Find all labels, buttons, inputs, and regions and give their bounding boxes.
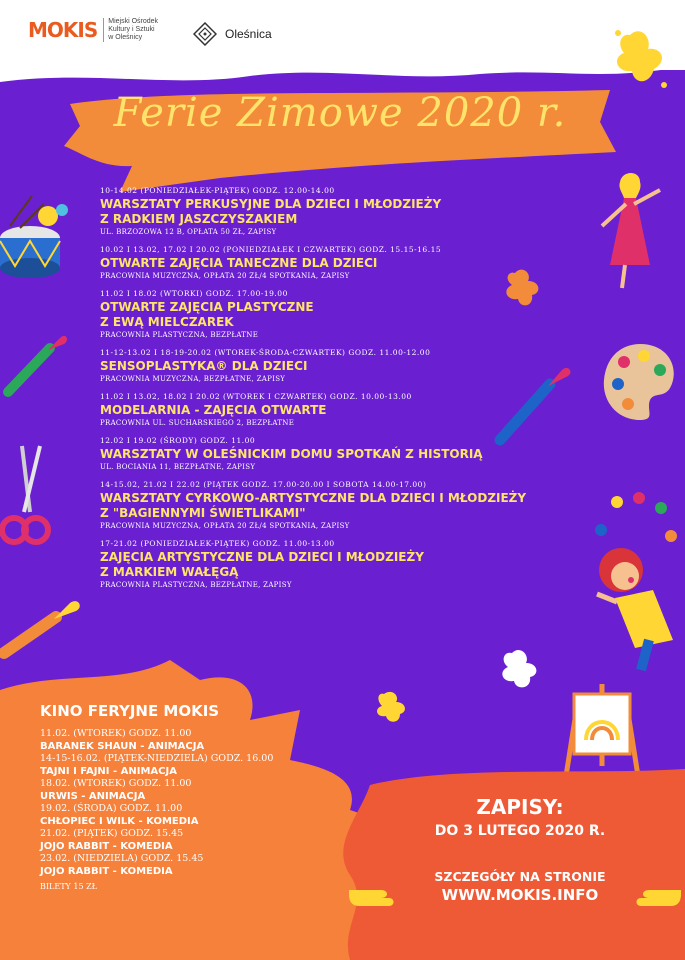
event-info: PRACOWNIA MUZYCZNA, OPŁATA 20 ZŁ/4 SPOTKANIA, ZAPISY — [100, 522, 350, 530]
event-date: 11.02 I 13.02, 18.02 I 20.02 (WTOREK I CZWARTEK) GODZ. 10.00-13.00 — [100, 392, 412, 401]
event-date: 10-14.02 (PONIEDZIAŁEK-PIĄTEK) GODZ. 12.00-14.00 — [100, 186, 335, 195]
event-date: 11.02 I 18.02 (WTORKI) GODZ. 17.00-19.00 — [100, 289, 288, 298]
zapisy-section — [370, 795, 670, 904]
event-info: PRACOWNIA PLASTYCZNA, BEZPŁATNE — [100, 331, 259, 339]
kino-film-title: JOJO RABBIT - KOMEDIA — [40, 866, 173, 877]
kino-screening-date: 18.02. (WTOREK) GODZ. 11.00 — [40, 778, 192, 789]
kino-schedule — [40, 728, 360, 878]
event-info: UL. BOCIANIA 11, BEZPŁATNE, ZAPISY — [100, 463, 256, 471]
event-item — [100, 480, 540, 530]
event-item — [100, 186, 540, 236]
zapisy-heading: ZAPISY: — [476, 795, 564, 819]
page-title: Ferie Zimowe 2020 r. — [113, 90, 567, 136]
zapisy-deadline: DO 3 LUTEGO 2020 R. — [434, 823, 606, 839]
event-title: WARSZTATY W OLEŚNICKIM DOMU SPOTKAŃ Z HISTORIĄ — [100, 447, 483, 461]
mokis-logo-subtitle: Miejski Ośrodek Kultury i Sztuki w Oleśnicy — [103, 18, 158, 42]
event-title: WARSZTATY CYRKOWO-ARTYSTYCZNE DLA DZIECI I MŁODZIEŻY Z "BAGIENNYMI ŚWIETLIKAMI" — [100, 491, 527, 520]
event-info: PRACOWNIA MUZYCZNA, OPŁATA 20 ZŁ/4 SPOTKANIA, ZAPISY — [100, 272, 350, 280]
event-date: 14-15.02, 21.02 I 22.02 (PIĄTEK GODZ. 17.00-20.00 I SOBOTA 14.00-17.00) — [100, 480, 427, 489]
kino-film-title: CHŁOPIEC I WILK - KOMEDIA — [40, 816, 199, 827]
zapisy-details: SZCZEGÓŁY NA STRONIE — [434, 869, 606, 884]
olesnica-logo — [193, 22, 272, 46]
kino-film-title: URWIS - ANIMACJA — [40, 791, 146, 802]
white-splash-icon — [440, 0, 510, 50]
kino-screening-date: 23.02. (NIEDZIELA) GODZ. 15.45 — [40, 853, 204, 864]
event-date: 11-12-13.02 I 18-19-20.02 (WTOREK-ŚRODA-CZWARTEK) GODZ. 11.00-12.00 — [100, 348, 431, 357]
scissors-icon — [0, 442, 60, 552]
kino-screening-date: 14-15-16.02. (PIĄTEK-NIEDZIELA) GODZ. 16.00 — [40, 753, 274, 764]
event-info: PRACOWNIA PLASTYCZNA, BEZPŁATNE, ZAPISY — [100, 581, 292, 589]
kino-film-title: JOJO RABBIT - KOMEDIA — [40, 841, 173, 852]
event-item — [100, 392, 540, 427]
mokis-logo — [28, 18, 158, 42]
paintbrush-icon — [0, 330, 70, 400]
kino-film-title: BARANEK SHAUN - ANIMACJA — [40, 741, 205, 752]
event-title: WARSZTATY PERKUSYJNE DLA DZIECI I MŁODZIEŻY Z RADKIEM JASZCZYSZAKIEM — [100, 197, 442, 226]
event-item — [100, 348, 540, 383]
kino-title: KINO FERYJNE MOKIS — [40, 702, 220, 720]
event-info: PRACOWNIA MUZYCZNA, BEZPŁATNE, ZAPISY — [100, 375, 286, 383]
event-list — [100, 186, 540, 598]
event-info: PRACOWNIA UL. SUCHARSKIEGO 2, BEZPŁATNE — [100, 419, 295, 427]
event-date: 10.02 I 13.02, 17.02 I 20.02 (PONIEDZIAŁEK I CZWARTEK) GODZ. 15.15-16.15 — [100, 245, 442, 254]
kino-ticket-price: BILETY 15 ZŁ — [40, 882, 97, 891]
event-title: ZAJĘCIA ARTYSTYCZNE DLA DZIECI I MŁODZIEŻY Z MARKIEM WAŁĘGĄ — [100, 550, 424, 579]
event-date: 17-21.02 (PONIEDZIAŁEK-PIĄTEK) GODZ. 11.00-13.00 — [100, 539, 335, 548]
event-date: 12.02 I 19.02 (ŚRODY) GODZ. 11.00 — [100, 436, 256, 445]
event-title: OTWARTE ZAJĘCIA TANECZNE DLA DZIECI — [100, 256, 378, 270]
event-title: MODELARNIA - ZAJĘCIA OTWARTE — [100, 403, 327, 417]
event-info: UL. BRZOZOWA 12 B, OPŁATA 50 ZŁ, ZAPISY — [100, 228, 277, 236]
kino-section — [40, 702, 360, 891]
kino-screening-date: 11.02. (WTOREK) GODZ. 11.00 — [40, 728, 192, 739]
clown-juggler-icon — [575, 490, 685, 680]
drum-icon — [0, 186, 80, 281]
olesnica-emblem-icon — [193, 22, 217, 46]
event-item — [100, 539, 540, 589]
kino-film-title: TAJNI I FAJNI - ANIMACJA — [40, 766, 177, 777]
website-link[interactable]: WWW.MOKIS.INFO — [441, 886, 599, 904]
event-title: SENSOPLASTYKA® DLA DZIECI — [100, 359, 308, 373]
kino-screening-date: 21.02. (PIĄTEK) GODZ. 15.45 — [40, 828, 184, 839]
white-splash-icon — [496, 645, 546, 695]
kino-screening-date: 19.02. (ŚRODA) GODZ. 11.00 — [40, 803, 183, 814]
mokis-logo-word: MOKIS — [28, 18, 98, 42]
event-item — [100, 436, 540, 471]
olesnica-logo-text: Oleśnica — [225, 27, 272, 41]
event-item — [100, 289, 540, 339]
palette-icon — [600, 340, 680, 425]
event-item — [100, 245, 540, 280]
event-title: OTWARTE ZAJĘCIA PLASTYCZNE Z EWĄ MIELCZAREK — [100, 300, 314, 329]
